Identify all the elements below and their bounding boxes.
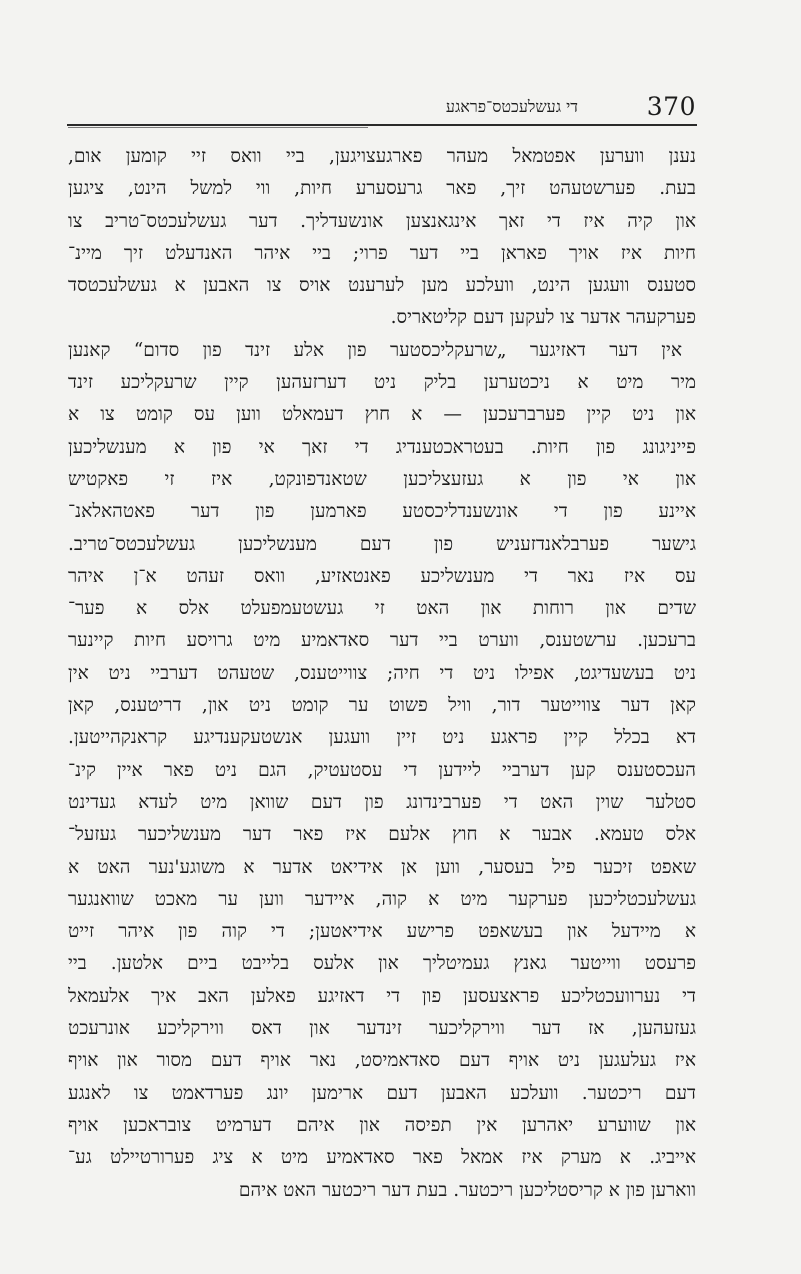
text-line: און אי פון א געזעצליכען שטאנדפונקט, איז זי פאקטיש bbox=[68, 468, 696, 490]
header-rule-shadow bbox=[68, 127, 368, 128]
text-line: אין דער דאזיגער „שרעקליכסטער פון אלע זינד פון סדום“ קאנען bbox=[68, 339, 682, 361]
text-line: א מיידעל און בעשאפט פרישע אידיאטען; די קוה פון איהר זייט bbox=[68, 921, 696, 943]
text-line: און קיה איז די זאך אינגאנצען אונשעדליך. דער געשלעכטס־טריב צו bbox=[68, 210, 696, 232]
body-text bbox=[68, 141, 696, 1207]
text-line: אייביג. א מערק איז אמאל פאר סאדאמיע מיט א ציג פערורטיילט גע־ bbox=[68, 1147, 696, 1169]
text-line: אלס טעמא. אבער א חוץ אלעם איז פאר דער מענשליכער געזעל־ bbox=[68, 824, 696, 846]
text-line: איז געלעגען ניט אויף דעם סאדאמיסט, נאר אויף דעם מסור און אויף bbox=[68, 1050, 696, 1072]
text-line: פייניגונג פון חיות. בעטראכטענדיג די זאך אי פון א מענשליכען bbox=[68, 436, 696, 458]
text-line: פערקעהר אדער צו לעקען דעם קליטאריס. bbox=[390, 307, 696, 329]
text-line: דא בכלל קיין פראגע ניט זיין וועגען אנשטעקענדיגע קראנקהייטען. bbox=[68, 727, 696, 749]
text-line: געשלעכטליכען פערקער מיט א קוה, איידער ווען ער מאכט שוואנגער bbox=[68, 888, 696, 910]
text-line: עס איז נאר די מענשליכע פאנטאזיע, וואס זעהט א־ן איהר bbox=[68, 565, 696, 587]
text-line: געזעהען, אז דער ווירקליכער זינדער און דאס ווירקליכע אונרעכט bbox=[68, 1018, 696, 1040]
text-line: שדים און רוחות און האט זי געשטעמפעלט אלס א פער־ bbox=[68, 598, 696, 620]
text-line: און שווערע יאהרען אין תפיסה און איהם דערמיט צובראכען אויף bbox=[68, 1114, 696, 1136]
header-rule bbox=[67, 124, 697, 126]
text-line: סטלער שוין האט די פערבינדונג פון דעם שוואן מיט לעדא געדינט bbox=[68, 791, 696, 813]
text-line: חיות איז אויך פאראן ביי דער פרוי; ביי איהר האנדעלט זיך מיינ־ bbox=[68, 242, 696, 264]
text-line: ניט בעשעדיגט, אפילו ניט די חיה; צווייטענס, שטעהט דערביי ניט אין bbox=[68, 662, 696, 684]
text-line: מיר מיט א ניכטערען בליק ניט דערזעהען קיין שרעקליכע זינד bbox=[68, 372, 696, 394]
text-line: גישער פערבלאנדזעניש פון דעם מענשליכען געשלעכטס־טריב. bbox=[68, 533, 696, 555]
text-line: פרעסט ווייטער גאנץ געמיטליך און אלעס בלייבט ביים אלטען. ביי bbox=[68, 953, 696, 975]
text-line: שאפט זיכער פיל בעסער, ווען אן אידיאט אדער א משוגע'נער האט א bbox=[68, 856, 696, 878]
text-line: ווארען פון א קריסטליכען ריכטער. בעת דער ריכטער האט איהם bbox=[238, 1179, 696, 1201]
page-number: 370 bbox=[646, 92, 696, 121]
text-line: קאן דער צווייטער דור, וויל פשוט ער קומט ניט און, דריטענס, קאן bbox=[68, 695, 696, 717]
text-line: בעת. פערשטעהט זיך, פאר גרעסערע חיות, ווי למשל הינט, ציגען bbox=[68, 178, 696, 200]
text-line: ברעכען. ערשטענס, ווערט ביי דער סאדאמיע מיט גרויסע חיות קיינער bbox=[68, 630, 696, 652]
page-header bbox=[68, 92, 696, 122]
running-title: די געשלעכטס־פראגע bbox=[445, 97, 578, 116]
text-line: נענן ווערען אפטמאל מעהר פארגעצויגען, ביי וואס זיי קומען אום, bbox=[68, 146, 696, 167]
text-line: העכסטענס קען דערביי ליידען די עסטעטיק, הגם ניט פאר איין קינ־ bbox=[68, 759, 696, 781]
text-line: סטענס וועגען הינט, וועלכע מען לערענט אויס צו האבען א געשלעכטסד bbox=[68, 275, 696, 297]
text-line: איינע פון די אונשענדליכסטע פארמען פון דער פאטהאלאנ־ bbox=[68, 501, 696, 523]
text-line: און ניט קיין פערברעכען — א חוץ דעמאלט ווען עס קומט צו א bbox=[68, 404, 696, 426]
text-line: דעם ריכטער. וועלכע האבען דעם ארימען יונג פערדאמט צו לאנגע bbox=[68, 1082, 696, 1104]
text-line: די נערוועכטליכע פראצעסען פון די דאזיגע פאלען האב איך אלעמאל bbox=[68, 985, 696, 1007]
